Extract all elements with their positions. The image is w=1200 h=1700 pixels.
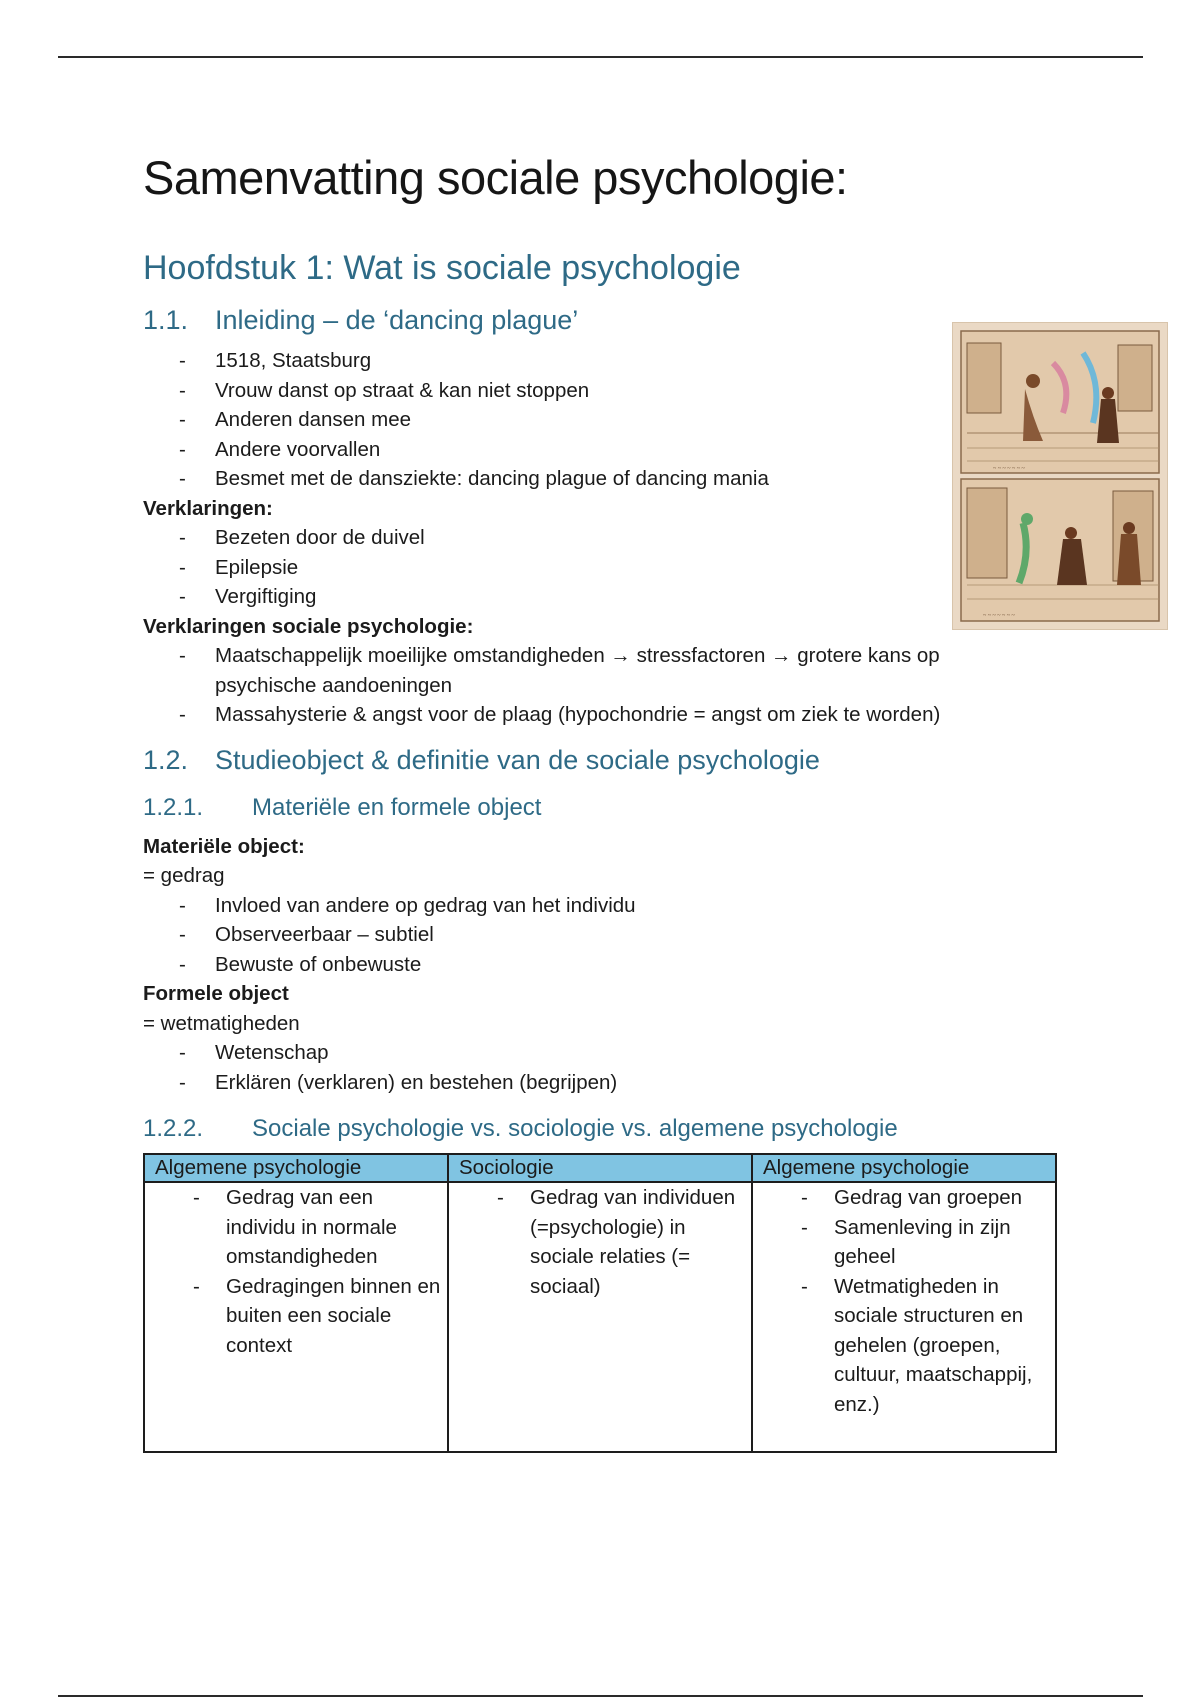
list-item: - 1518, Staatsburg — [143, 346, 1143, 376]
list-item: - Epilepsie — [143, 553, 1143, 583]
document-title: Samenvatting sociale psychologie: — [143, 151, 848, 204]
illustration-caption-top: ~ ~ ~ ~ ~ ~ ~ — [993, 466, 1025, 472]
subsection-title: Sociale psychologie vs. sociologie vs. algemene psychologie — [252, 1115, 898, 1142]
list-item: - Andere voorvallen — [143, 435, 1143, 465]
list-item: - Erklären (verklaren) en bestehen (begrijpen) — [143, 1068, 1143, 1098]
subsection-1-2-2-heading — [143, 1111, 1143, 1147]
explanations-list — [143, 523, 1143, 612]
document-page — [143, 148, 1143, 1453]
list-item: - Anderen dansen mee — [143, 405, 1143, 435]
subsection-1-2-1-heading — [143, 790, 1143, 826]
list-item: - Gedrag van een individu in normale omstandigheden — [145, 1183, 443, 1272]
list-item: - Bewuste of onbewuste — [143, 950, 1143, 980]
comparison-table — [143, 1153, 1057, 1453]
cell-list — [449, 1183, 747, 1301]
list-item: - Observeerbaar – subtiel — [143, 920, 1143, 950]
list-item: - Gedrag van groepen — [753, 1183, 1051, 1213]
subsection-number: 1.2.1. — [143, 793, 204, 821]
table-header-row — [144, 1154, 1056, 1182]
table-header-cell: Algemene psychologie — [752, 1154, 1056, 1182]
subsection-number: 1.2.2. — [143, 1115, 204, 1142]
illustration-caption-bottom: ~ ~ ~ ~ ~ ~ ~ — [983, 613, 1015, 619]
list-item: - Besmet met de dansziekte: dancing plague of dancing mania — [143, 464, 1143, 494]
formal-object-label: Formele object — [143, 982, 289, 1005]
section-1-1-heading — [143, 300, 1143, 340]
intro-list — [143, 346, 1143, 494]
social-explanations-label: Verklaringen sociale psychologie: — [143, 614, 474, 638]
cell-list — [145, 1183, 443, 1360]
list-item: - Maatschappelijk moeilijke omstandigheden → stressfactoren → grotere kans op psychische aandoeningen — [143, 641, 1035, 700]
list-item: - Gedragingen binnen en buiten een sociale context — [145, 1272, 443, 1361]
table-row — [144, 1182, 1056, 1452]
list-item: - Gedrag van individuen (=psychologie) in sociale relaties (= sociaal) — [449, 1183, 747, 1301]
subsection-title: Materiële en formele object — [252, 793, 542, 821]
table-header-cell: Sociologie — [448, 1154, 752, 1182]
top-rule — [58, 56, 1143, 58]
list-item: - Vrouw danst op straat & kan niet stoppen — [143, 376, 1143, 406]
table-header-cell: Algemene psychologie — [144, 1154, 448, 1182]
table-cell — [752, 1182, 1056, 1452]
bottom-rule — [58, 1695, 1143, 1697]
list-item: - Samenleving in zijn geheel — [753, 1213, 1051, 1272]
list-item: - Massahysterie & angst voor de plaag (hypochondrie = angst om ziek te worden) — [143, 700, 1143, 730]
material-object-label: Materiële object: — [143, 834, 305, 858]
formal-object-definition: = wetmatigheden — [143, 1011, 300, 1035]
explanations-label: Verklaringen: — [143, 496, 273, 520]
section-1-2-heading — [143, 740, 1143, 780]
material-object-definition: = gedrag — [143, 864, 225, 887]
formal-object-list — [143, 1038, 1143, 1097]
table-cell — [448, 1182, 752, 1452]
section-number: 1.2. — [143, 744, 189, 775]
list-item: - Bezeten door de duivel — [143, 523, 1143, 553]
material-object-list — [143, 891, 1143, 980]
social-explanations-list — [143, 641, 1143, 730]
cell-list — [753, 1183, 1051, 1419]
section-title: Inleiding – de ‘dancing plague’ — [215, 305, 579, 335]
list-item: - Vergiftiging — [143, 582, 1143, 612]
list-item: - Wetenschap — [143, 1038, 1143, 1068]
section-number: 1.1. — [143, 305, 189, 335]
section-title: Studieobject & definitie van de sociale psychologie — [215, 744, 820, 775]
chapter-heading: Hoofdstuk 1: Wat is sociale psychologie — [143, 249, 741, 287]
table-cell — [144, 1182, 448, 1452]
list-item: - Wetmatigheden in sociale structuren en gehelen (groepen, cultuur, maatschappij, enz.) — [753, 1272, 1051, 1420]
list-item: - Invloed van andere op gedrag van het individu — [143, 891, 1143, 921]
